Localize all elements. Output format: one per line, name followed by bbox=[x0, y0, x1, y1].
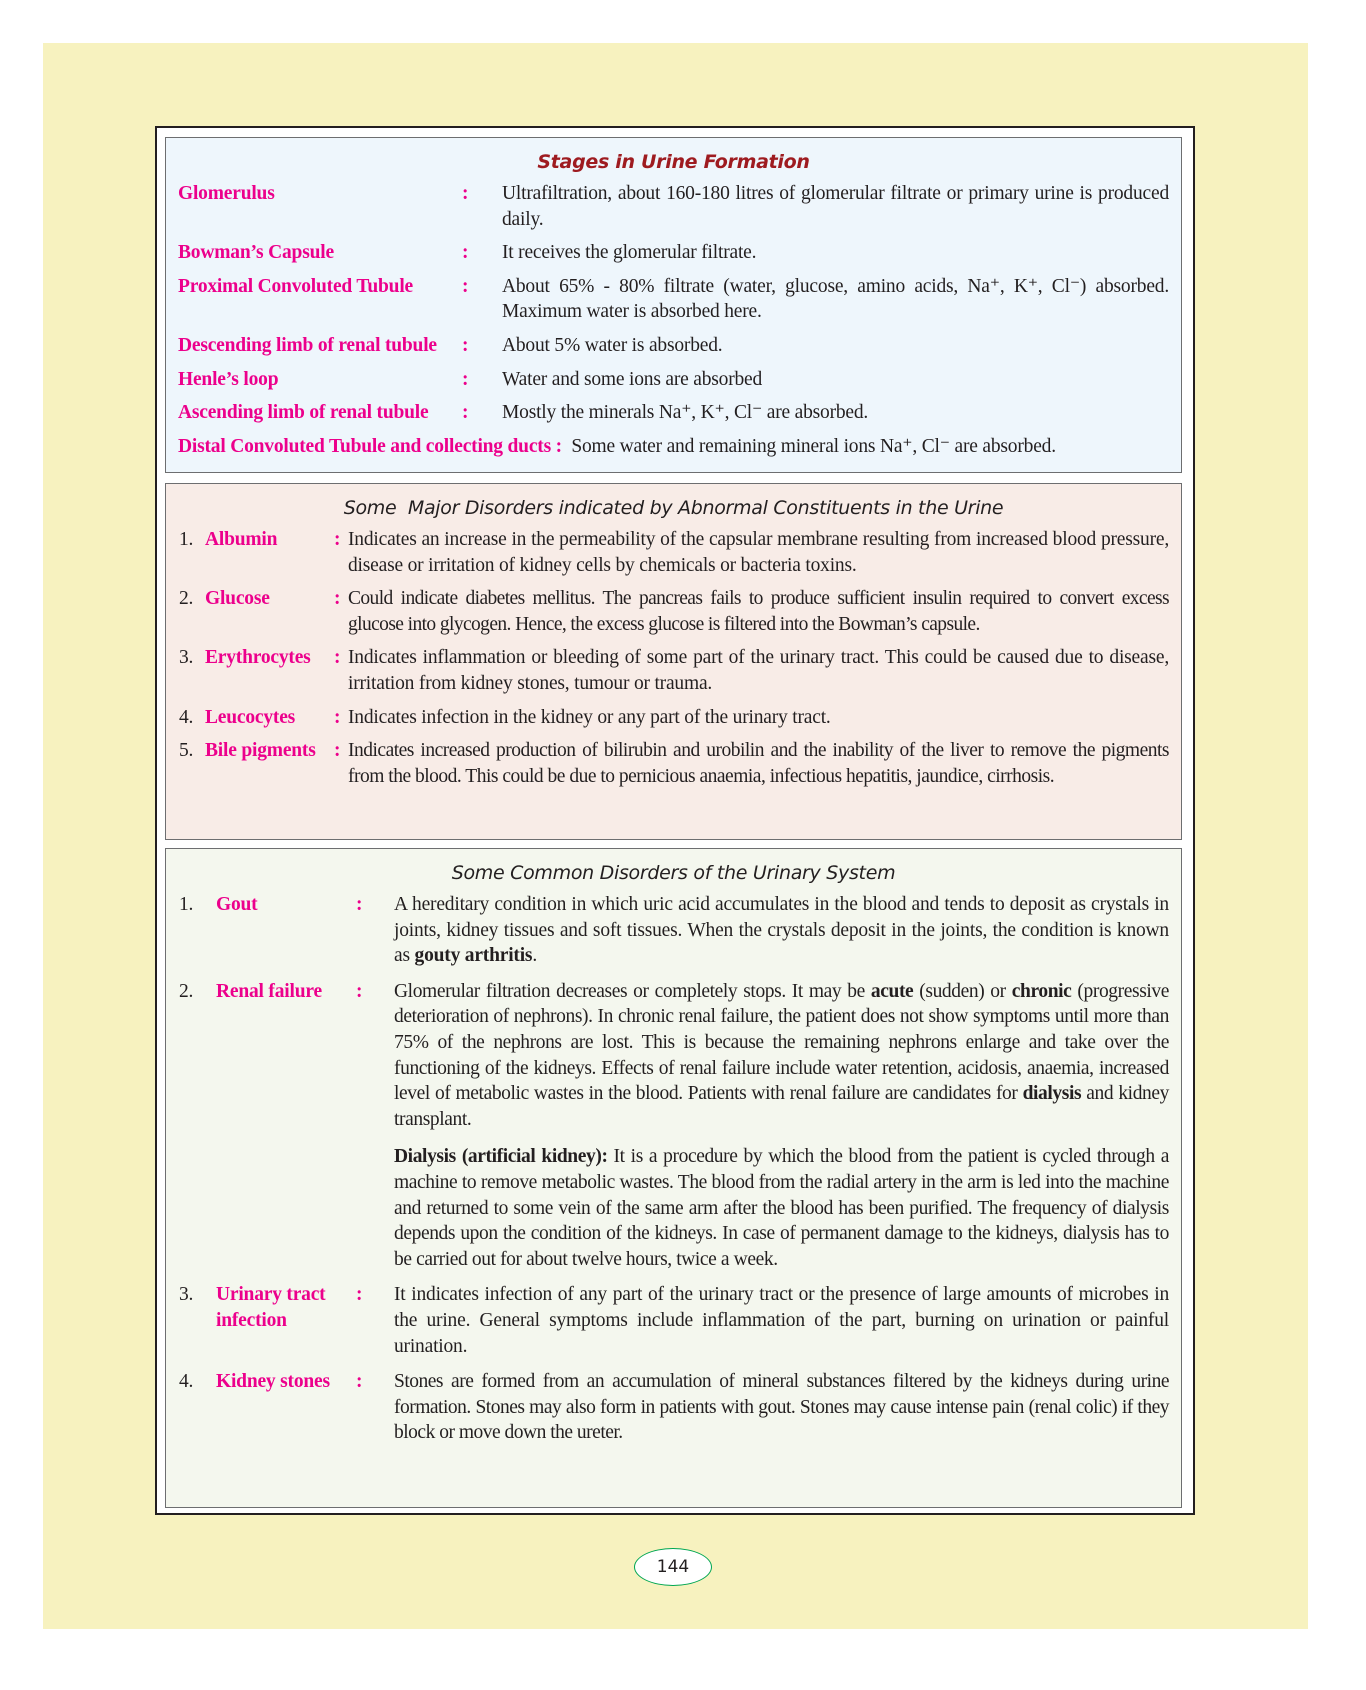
item-number: 1. bbox=[179, 529, 194, 550]
item-number: 1. bbox=[179, 894, 194, 915]
disorder-item bbox=[166, 892, 1181, 969]
colon: : bbox=[555, 435, 562, 457]
common-disorders-box bbox=[165, 848, 1182, 1508]
colon: : bbox=[462, 242, 469, 264]
stage-row bbox=[166, 274, 1181, 325]
item-label: Kidney stones bbox=[216, 1371, 330, 1393]
stage-text: Mostly the minerals Na⁺, K⁺, Cl⁻ are absorbed. bbox=[502, 402, 869, 424]
page-number: 144 bbox=[634, 1548, 712, 1586]
item-label: Leucocytes bbox=[205, 706, 296, 728]
disorder-item bbox=[166, 738, 1181, 789]
colon: : bbox=[462, 275, 469, 297]
colon: : bbox=[462, 183, 469, 204]
stage-label: Descending limb of renal tubule bbox=[178, 334, 437, 356]
item-label: Glucose bbox=[205, 588, 270, 610]
stage-text: About 5% water is absorbed. bbox=[502, 334, 723, 356]
dialysis-heading: Dialysis (artificial kidney): bbox=[394, 1146, 608, 1168]
stage-row bbox=[166, 333, 1181, 359]
item-text: Stones are formed from an accumulation of mineral substances filtered by the kidneys during urine formation. Stones may also form in patients with gout. Stones may cause intense pain (renal colic) if they block or move down the ureter. bbox=[394, 1371, 1169, 1444]
dialysis-text: It is a procedure by which the blood from the patient is cycled through a machine to remove metabolic wastes. The blood from the radial artery in the arm is led into the machine and returned to some vein of the same arm after the blood has been purified. The frequency of dialysis depends upon the condition of the kidneys. In case of permanent damage to the kidneys, dialysis has to be carried out for about twelve hours, twice a week. bbox=[394, 1146, 1169, 1270]
bold-term: gouty arthritis bbox=[414, 945, 533, 967]
stage-row bbox=[166, 181, 1181, 232]
colon: : bbox=[462, 334, 469, 356]
stage-label: Glomerulus bbox=[178, 183, 275, 204]
colon: : bbox=[356, 1371, 363, 1393]
item-label: Albumin bbox=[205, 529, 278, 550]
item-number: 2. bbox=[179, 980, 194, 1002]
stages-title: Stages in Urine Formation bbox=[537, 151, 810, 173]
stage-label: Bowman’s Capsule bbox=[178, 242, 334, 264]
stage-text: Some water and remaining mineral ions Na⁺, Cl⁻ are absorbed. bbox=[571, 435, 1056, 457]
disorder-item bbox=[166, 705, 1181, 731]
item-number: 3. bbox=[179, 647, 194, 669]
major-disorders-title: Some Major Disorders indicated by Abnormal Constituents in the Urine bbox=[343, 497, 1004, 519]
stage-label: Distal Convoluted Tubule and collecting ducts bbox=[178, 435, 551, 457]
stages-box bbox=[165, 137, 1182, 473]
colon: : bbox=[334, 647, 341, 669]
stage-label: Proximal Convoluted Tubule bbox=[178, 275, 413, 297]
stage-text: It receives the glomerular filtrate. bbox=[502, 242, 757, 264]
colon: : bbox=[334, 706, 341, 728]
colon: : bbox=[462, 368, 469, 390]
colon: : bbox=[356, 980, 363, 1002]
stage-label: Henle’s loop bbox=[178, 368, 279, 390]
colon: : bbox=[356, 894, 363, 915]
dialysis-paragraph bbox=[394, 1144, 1169, 1272]
item-number: 4. bbox=[179, 706, 194, 728]
stage-row bbox=[166, 367, 1181, 393]
item-text bbox=[394, 979, 1169, 1133]
item-text: Indicates increased production of bilirubin and urobilin and the inability of the liver to remove the pigments from the blood. This could be due to pernicious anaemia, infectious hepatitis, jaundice, cirrhosis. bbox=[348, 740, 1169, 787]
item-text: It indicates infection of any part of the urinary tract or the presence of large amounts of microbes in the urine. General symptoms include inflammation of the part, burning on urination or painful urination. bbox=[394, 1284, 1169, 1357]
bold-term: acute bbox=[870, 980, 914, 1002]
item-number: 5. bbox=[179, 740, 194, 762]
disorder-item bbox=[166, 586, 1181, 637]
bold-term: chronic bbox=[1011, 980, 1072, 1002]
colon: : bbox=[334, 588, 341, 610]
disorder-item bbox=[166, 1369, 1181, 1446]
stage-row bbox=[166, 400, 1181, 426]
colon: : bbox=[356, 1284, 363, 1306]
item-number: 3. bbox=[179, 1284, 194, 1306]
colon: : bbox=[334, 529, 341, 550]
item-text: Indicates infection in the kidney or any part of the urinary tract. bbox=[348, 706, 831, 728]
stage-row bbox=[166, 434, 1181, 460]
colon: : bbox=[334, 740, 341, 762]
item-number: 2. bbox=[179, 588, 194, 610]
item-text: Indicates an increase in the permeability of the capsular membrane resulting from increased blood pressure, disease or irritation of kidney cells by chemicals or bacteria toxins. bbox=[348, 529, 1169, 576]
colon: : bbox=[462, 402, 469, 424]
text-segment: . bbox=[532, 945, 537, 967]
disorder-item bbox=[166, 645, 1181, 696]
item-text: Could indicate diabetes mellitus. The pancreas fails to produce sufficient insulin required to convert excess glucose into glycogen. Hence, the excess glucose is filtered into the Bowman’s capsule. bbox=[348, 588, 1169, 635]
item-text bbox=[394, 892, 1169, 969]
item-label: Gout bbox=[216, 894, 258, 915]
text-segment: and kidney transplant. bbox=[394, 1083, 1169, 1130]
disorder-item bbox=[166, 527, 1181, 578]
bold-term: dialysis bbox=[1022, 1083, 1082, 1105]
stage-text: About 65% - 80% filtrate (water, glucose, amino acids, Na⁺, K⁺, Cl⁻) absorbed. Maximum water is absorbed here. bbox=[502, 275, 1169, 323]
major-disorders-box bbox=[165, 483, 1182, 840]
text-segment: (progressive deterioration of nephrons). In chronic renal failure, the patient does not show symptoms until more than 75% of the nephrons are lost. This is because the remaining nephrons enlarge and take over the functioning of the kidneys. Effects of renal failure include water retention, acidosis, anaemia, increased level of metabolic wastes in the blood. Patients with renal failure are candidates for bbox=[394, 980, 1169, 1105]
stage-text: Ultrafiltration, about 160-180 litres of glomerular filtrate or primary urine is produced daily. bbox=[502, 183, 1169, 230]
item-label: Urinary tract infection bbox=[216, 1284, 326, 1331]
text-segment: A hereditary condition in which uric acid accumulates in the blood and tends to deposit as crystals in joints, kidney tissues and soft tissues. When the crystals deposit in the joints, the condition is known as bbox=[394, 894, 1169, 967]
item-label: Erythrocytes bbox=[205, 647, 311, 669]
common-disorders-title: Some Common Disorders of the Urinary System bbox=[451, 862, 896, 884]
stage-row bbox=[166, 240, 1181, 266]
stage-text: Water and some ions are absorbed bbox=[502, 368, 763, 390]
disorder-item bbox=[166, 1282, 1181, 1359]
text-segment: Glomerular filtration decreases or completely stops. It may be bbox=[394, 980, 871, 1002]
item-label: Bile pigments bbox=[205, 740, 316, 762]
item-text: Indicates inflammation or bleeding of some part of the urinary tract. This could be caused due to disease, irritation from kidney stones, tumour or trauma. bbox=[348, 647, 1169, 694]
text-segment: (sudden) or bbox=[913, 980, 1012, 1002]
item-number: 4. bbox=[179, 1371, 194, 1393]
disorder-item bbox=[166, 979, 1181, 1273]
stage-label: Ascending limb of renal tubule bbox=[178, 402, 429, 424]
item-label: Renal failure bbox=[216, 980, 322, 1002]
